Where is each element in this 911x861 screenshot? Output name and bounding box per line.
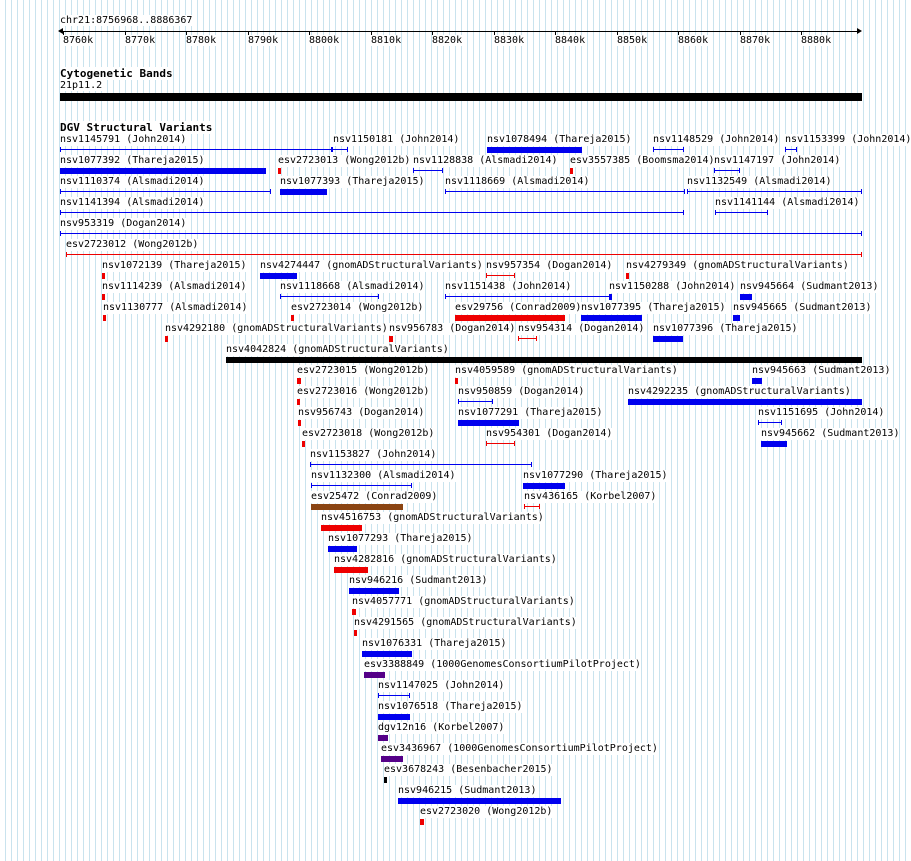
variant-end-cap [492, 399, 493, 404]
variant-label[interactable]: nsv1076518 (Thareja2015) [378, 701, 523, 712]
variant-end-cap [758, 420, 759, 425]
variant-line[interactable] [331, 149, 348, 150]
variant-end-cap [767, 210, 768, 215]
variant-label[interactable]: nsv946215 (Sudmant2013) [398, 785, 537, 796]
dgv-track-title: DGV Structural Variants [60, 121, 213, 134]
variant-label[interactable]: nsv1151438 (John2014) [445, 281, 572, 292]
variant-line[interactable] [687, 191, 862, 192]
variant-bar[interactable] [364, 672, 385, 678]
variant-bar[interactable] [733, 315, 740, 321]
variant-end-cap [687, 189, 688, 194]
variant-line[interactable] [413, 170, 443, 171]
variant-bar[interactable] [260, 273, 297, 279]
variant-label[interactable]: nsv1141394 (Alsmadi2014) [60, 197, 205, 208]
variant-end-cap [715, 210, 716, 215]
variant-bar[interactable] [653, 336, 683, 342]
variant-bar[interactable] [60, 168, 266, 174]
variant-end-cap [714, 168, 715, 173]
variant-label[interactable]: nsv1078494 (Thareja2015) [487, 134, 632, 145]
variant-line[interactable] [60, 233, 862, 234]
variant-bar[interactable] [334, 567, 368, 573]
variant-bar[interactable] [362, 651, 412, 657]
variant-label[interactable]: nsv1077392 (Thareja2015) [60, 155, 205, 166]
variant-label[interactable]: nsv1114239 (Alsmadi2014) [102, 281, 247, 292]
variant-line[interactable] [445, 296, 612, 297]
variant-bar[interactable] [354, 630, 357, 636]
variant-end-cap [536, 336, 537, 341]
variant-line[interactable] [60, 149, 333, 150]
variant-end-cap [280, 294, 281, 299]
variant-label[interactable]: nsv957354 (Dogan2014) [486, 260, 613, 271]
variant-label[interactable]: nsv1150181 (John2014) [333, 134, 460, 145]
variant-bar[interactable] [381, 756, 403, 762]
variant-line[interactable] [378, 695, 410, 696]
variant-end-cap [531, 462, 532, 467]
ruler-tick-label: 8850k [617, 35, 648, 46]
variant-end-cap [683, 210, 684, 215]
variant-label[interactable]: nsv945665 (Sudmant2013) [733, 302, 872, 313]
variant-line[interactable] [524, 506, 540, 507]
variant-end-cap [785, 147, 786, 152]
variant-end-cap [539, 504, 540, 509]
variant-bar[interactable] [297, 399, 300, 405]
variant-line[interactable] [60, 212, 684, 213]
variant-label[interactable]: nsv946216 (Sudmant2013) [349, 575, 488, 586]
variant-end-cap [445, 189, 446, 194]
variant-bar[interactable] [458, 420, 519, 426]
variant-line[interactable] [518, 338, 537, 339]
ruler-tick-label: 8770k [125, 35, 156, 46]
variant-end-cap [378, 294, 379, 299]
ruler-tick-label: 8760k [63, 35, 94, 46]
variant-bar[interactable] [626, 273, 629, 279]
variant-bar[interactable] [102, 273, 105, 279]
variant-line[interactable] [66, 254, 862, 255]
variant-label[interactable]: nsv1072139 (Thareja2015) [102, 260, 247, 271]
variant-label[interactable]: nsv4279349 (gnomADStructuralVariants) [626, 260, 849, 271]
variant-bar[interactable] [311, 504, 403, 510]
variant-label[interactable]: nsv1145791 (John2014) [60, 134, 187, 145]
variant-line[interactable] [486, 443, 515, 444]
variant-label[interactable]: nsv436165 (Korbel2007) [524, 491, 657, 502]
variant-bar[interactable] [581, 315, 642, 321]
variant-line[interactable] [60, 191, 271, 192]
ruler-tick-label: 8830k [494, 35, 525, 46]
variant-line[interactable] [445, 191, 685, 192]
variant-label[interactable]: nsv4274447 (gnomADStructuralVariants) [260, 260, 483, 271]
variant-bar[interactable] [352, 609, 356, 615]
ruler-tick-label: 8780k [186, 35, 217, 46]
ruler-right-arrow-icon[interactable] [857, 28, 862, 34]
variant-bar[interactable] [321, 525, 362, 531]
variant-bar[interactable] [297, 378, 301, 384]
variant-label[interactable]: dgv12n16 (Korbel2007) [378, 722, 505, 733]
variant-bar[interactable] [302, 441, 305, 447]
variant-label[interactable]: nsv956783 (Dogan2014) [389, 323, 516, 334]
variant-label[interactable]: nsv4282816 (gnomADStructuralVariants) [334, 554, 557, 565]
variant-bar[interactable] [102, 294, 105, 300]
variant-end-cap [310, 462, 311, 467]
variant-end-cap [60, 147, 61, 152]
variant-end-cap [270, 189, 271, 194]
variant-end-cap [60, 189, 61, 194]
variant-line[interactable] [653, 149, 684, 150]
variant-line[interactable] [486, 275, 515, 276]
variant-end-cap [486, 441, 487, 446]
variant-bar[interactable] [384, 777, 387, 783]
variant-label[interactable]: nsv956743 (Dogan2014) [298, 407, 425, 418]
variant-label[interactable]: nsv4292235 (gnomADStructuralVariants) [628, 386, 851, 397]
variant-line[interactable] [280, 296, 379, 297]
cytoband-label: 21p11.2 [60, 80, 103, 91]
variant-end-cap [653, 147, 654, 152]
variant-bar[interactable] [349, 588, 399, 594]
variant-line[interactable] [458, 401, 493, 402]
variant-line[interactable] [715, 212, 768, 213]
variant-end-cap [378, 693, 379, 698]
variant-bar[interactable] [740, 294, 752, 300]
variant-bar[interactable] [487, 147, 582, 153]
variant-label[interactable]: nsv1077393 (Thareja2015) [280, 176, 425, 187]
variant-end-cap [60, 231, 61, 236]
variant-end-cap [311, 483, 312, 488]
variant-label[interactable]: nsv1110374 (Alsmadi2014) [60, 176, 205, 187]
ruler-tick-label: 8870k [740, 35, 771, 46]
variant-label[interactable]: nsv1153827 (John2014) [310, 449, 437, 460]
ruler-tick-label: 8860k [678, 35, 709, 46]
variant-label[interactable]: nsv4292180 (gnomADStructuralVariants) [165, 323, 388, 334]
variant-label[interactable]: nsv1077291 (Thareja2015) [458, 407, 603, 418]
variant-end-cap [331, 147, 332, 152]
variant-label[interactable]: esv3436967 (1000GenomesConsortiumPilotProject) [381, 743, 658, 754]
variant-bar[interactable] [378, 714, 410, 720]
variant-bar[interactable] [398, 798, 561, 804]
variant-bar[interactable] [278, 168, 281, 174]
variant-label[interactable]: nsv945664 (Sudmant2013) [740, 281, 879, 292]
variant-label[interactable]: esv3388849 (1000GenomesConsortiumPilotProject) [364, 659, 641, 670]
variant-end-cap [458, 399, 459, 404]
variant-label[interactable]: nsv1130777 (Alsmadi2014) [103, 302, 248, 313]
variant-label[interactable]: nsv1118669 (Alsmadi2014) [445, 176, 590, 187]
variant-end-cap [347, 147, 348, 152]
variant-label[interactable]: nsv4516753 (gnomADStructuralVariants) [321, 512, 544, 523]
variant-label[interactable]: nsv950859 (Dogan2014) [458, 386, 585, 397]
variant-end-cap [60, 210, 61, 215]
ruler-tick-label: 8790k [248, 35, 279, 46]
variant-label[interactable]: nsv1147025 (John2014) [378, 680, 505, 691]
variant-label[interactable]: nsv1077290 (Thareja2015) [523, 470, 668, 481]
variant-line[interactable] [311, 485, 412, 486]
variant-bar[interactable] [523, 483, 565, 489]
ruler-tick-label: 8840k [555, 35, 586, 46]
variant-end-cap [486, 273, 487, 278]
variant-label[interactable]: nsv1077293 (Thareja2015) [328, 533, 473, 544]
variant-end-cap [445, 294, 446, 299]
variant-bar[interactable] [378, 735, 388, 741]
variant-bar[interactable] [280, 189, 327, 195]
variant-label[interactable]: esv3557385 (Boomsma2014) [570, 155, 715, 166]
variant-label[interactable]: esv2723018 (Wong2012b) [302, 428, 435, 439]
variant-end-cap [442, 168, 443, 173]
variant-label[interactable]: nsv954314 (Dogan2014) [518, 323, 645, 334]
variant-label[interactable]: esv2723016 (Wong2012b) [297, 386, 430, 397]
ruler-tick-label: 8820k [432, 35, 463, 46]
coordinate-readout: chr21:8756968..8886367 [60, 15, 193, 26]
variant-bar[interactable] [389, 336, 393, 342]
variant-bar[interactable] [570, 168, 573, 174]
variant-label[interactable]: nsv1132549 (Alsmadi2014) [687, 176, 832, 187]
variant-label[interactable]: nsv1076331 (Thareja2015) [362, 638, 507, 649]
variant-end-cap [514, 273, 515, 278]
variant-bar[interactable] [609, 294, 612, 300]
variant-end-cap [861, 189, 862, 194]
variant-line[interactable] [310, 464, 532, 465]
ruler-tick-label: 8880k [801, 35, 832, 46]
variant-label[interactable]: esv25472 (Conrad2009) [311, 491, 438, 502]
variant-end-cap [781, 420, 782, 425]
variant-label[interactable]: nsv1128838 (Alsmadi2014) [413, 155, 558, 166]
variant-end-cap [411, 483, 412, 488]
variant-bar[interactable] [455, 315, 565, 321]
variant-label[interactable]: nsv1077395 (Thareja2015) [581, 302, 726, 313]
variant-label[interactable]: nsv1153399 (John2014) [785, 134, 911, 145]
variant-label[interactable]: nsv945662 (Sudmant2013) [761, 428, 900, 439]
variant-end-cap [524, 504, 525, 509]
variant-label[interactable]: nsv1151695 (John2014) [758, 407, 885, 418]
cytoband-bar[interactable] [60, 93, 862, 101]
variant-label[interactable]: nsv1077396 (Thareja2015) [653, 323, 798, 334]
variant-label[interactable]: nsv1150288 (John2014) [609, 281, 736, 292]
variant-end-cap [66, 252, 67, 257]
variant-label[interactable]: esv29756 (Conrad2009) [455, 302, 582, 313]
ruler-tick-label: 8800k [309, 35, 340, 46]
variant-label[interactable]: esv3678243 (Besenbacher2015) [384, 764, 553, 775]
variant-label[interactable]: nsv4042824 (gnomADStructuralVariants) [226, 344, 449, 355]
variant-bar[interactable] [165, 336, 168, 342]
variant-label[interactable]: esv2723020 (Wong2012b) [420, 806, 553, 817]
variant-bar[interactable] [226, 357, 862, 363]
variant-bar[interactable] [628, 399, 862, 405]
variant-label[interactable]: nsv953319 (Dogan2014) [60, 218, 187, 229]
variant-bar[interactable] [752, 378, 762, 384]
variant-label[interactable]: nsv4291565 (gnomADStructuralVariants) [354, 617, 577, 628]
variant-label[interactable]: nsv945663 (Sudmant2013) [752, 365, 891, 376]
variant-label[interactable]: esv2723015 (Wong2012b) [297, 365, 430, 376]
ruler-tick-label: 8810k [371, 35, 402, 46]
variant-label[interactable]: esv2723012 (Wong2012b) [66, 239, 199, 250]
variant-end-cap [514, 441, 515, 446]
variant-bar[interactable] [328, 546, 357, 552]
variant-bar[interactable] [761, 441, 787, 447]
variant-end-cap [796, 147, 797, 152]
variant-bar[interactable] [103, 315, 106, 321]
variant-end-cap [683, 147, 684, 152]
variant-bar[interactable] [455, 378, 458, 384]
variant-bar[interactable] [420, 819, 424, 825]
variant-line[interactable] [714, 170, 740, 171]
variant-end-cap [739, 168, 740, 173]
variant-label[interactable]: nsv954301 (Dogan2014) [486, 428, 613, 439]
variant-bar[interactable] [298, 420, 301, 426]
variant-label[interactable]: nsv1132300 (Alsmadi2014) [311, 470, 456, 481]
variant-label[interactable]: nsv1118668 (Alsmadi2014) [280, 281, 425, 292]
variant-end-cap [518, 336, 519, 341]
variant-label[interactable]: esv2723014 (Wong2012b) [291, 302, 424, 313]
variant-end-cap [413, 168, 414, 173]
variant-label[interactable]: nsv4057771 (gnomADStructuralVariants) [352, 596, 575, 607]
variant-label[interactable]: nsv1141144 (Alsmadi2014) [715, 197, 860, 208]
cytoband-track-title: Cytogenetic Bands [60, 67, 173, 80]
variant-label[interactable]: esv2723013 (Wong2012b) [278, 155, 411, 166]
variant-bar[interactable] [291, 315, 294, 321]
variant-label[interactable]: nsv1148529 (John2014) [653, 134, 780, 145]
variant-label[interactable]: nsv1147197 (John2014) [714, 155, 841, 166]
variant-end-cap [861, 231, 862, 236]
variant-end-cap [409, 693, 410, 698]
variant-end-cap [861, 252, 862, 257]
variant-end-cap [684, 189, 685, 194]
variant-label[interactable]: nsv4059589 (gnomADStructuralVariants) [455, 365, 678, 376]
variant-line[interactable] [758, 422, 782, 423]
